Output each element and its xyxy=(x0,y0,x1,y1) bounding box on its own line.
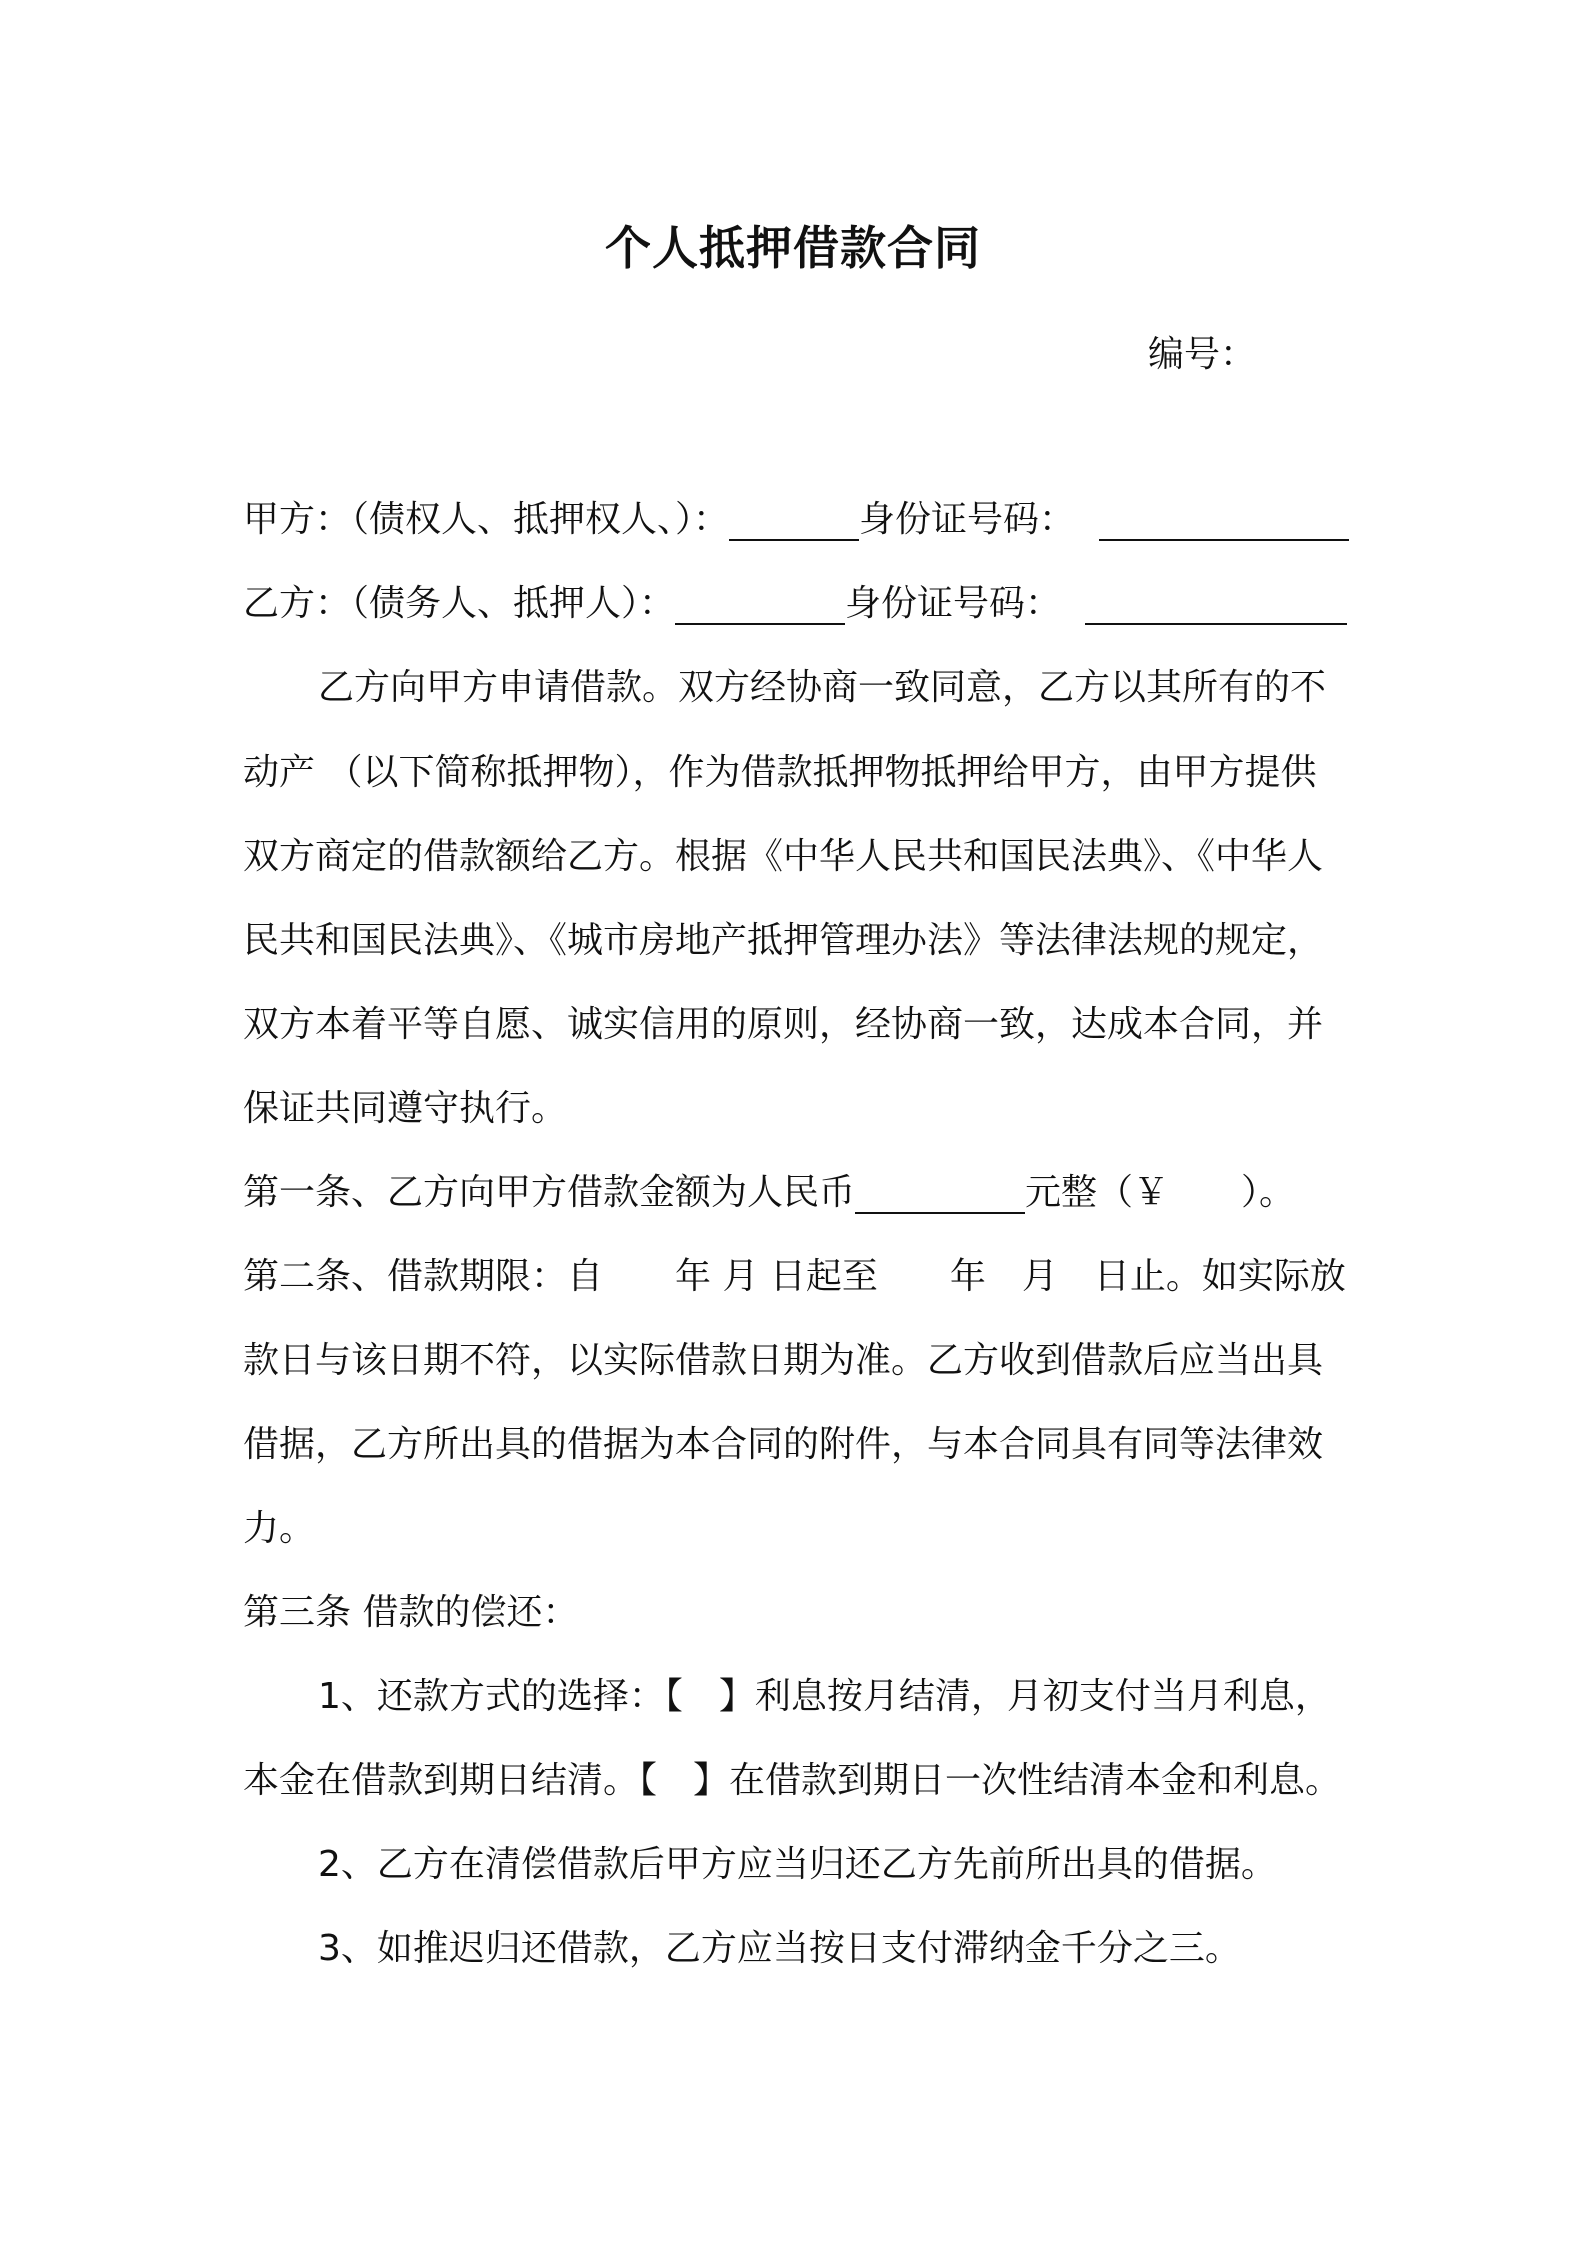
article-3-item-1-cont xyxy=(243,1756,1341,1806)
repayment-option-text: 1、还款方式的选择：【 xyxy=(318,1676,683,1717)
party-a-name-blank xyxy=(729,503,859,541)
preamble-line: 动产 （以下简称抵押物），作为借款抵押物抵押给甲方，由甲方提供 xyxy=(243,752,1317,793)
party-b-label: 乙方：（债务人、抵押人）： xyxy=(243,583,676,624)
article-3-item-1 xyxy=(318,1672,1331,1722)
article-1-text-after: 元整（￥ ）。 xyxy=(1025,1172,1296,1213)
article-3-item-2: 2、乙方在清偿借款后甲方应当归还乙方先前所出具的借据。 xyxy=(318,1844,1277,1885)
preamble-line: 保证共同遵守执行。 xyxy=(243,1088,568,1129)
party-b-id-label: 身份证号码： xyxy=(845,583,1062,624)
article-3-item-3: 3、如推迟归还借款，乙方应当按日支付滞纳金千分之三。 xyxy=(318,1928,1241,1969)
article-2-line: 力。 xyxy=(243,1508,316,1549)
party-a-label: 甲方：（债权人、抵押权人、）： xyxy=(243,499,730,540)
article-1-text-before: 第一条、乙方向甲方借款金额为人民币 xyxy=(243,1172,856,1213)
party-b-name-blank xyxy=(675,587,845,625)
party-b-line xyxy=(243,579,1347,629)
contract-number-label: 编号： xyxy=(1148,334,1257,375)
article-2-line: 款日与该日期不符，以实际借款日期为准。乙方收到借款后应当出具 xyxy=(243,1340,1324,1381)
article-2-line: 借据，乙方所出具的借据为本合同的附件，与本合同具有同等法律效 xyxy=(243,1424,1324,1465)
party-a-id-label: 身份证号码： xyxy=(859,499,1076,540)
party-a-id-blank xyxy=(1099,503,1349,541)
preamble-line: 双方本着平等自愿、诚实信用的原则，经协商一致，达成本合同，并 xyxy=(243,1004,1324,1045)
preamble-line: 双方商定的借款额给乙方。根据《中华人民共和国民法典》、《中华人 xyxy=(243,836,1324,877)
repayment-option-text: 】在借款到期日一次性结清本金和利息。 xyxy=(693,1760,1342,1801)
party-a-line xyxy=(243,495,1349,545)
article-3-heading: 第三条 借款的偿还： xyxy=(243,1592,579,1633)
repayment-option-text: 】利息按月结清，月初支付当月利息， xyxy=(718,1676,1331,1717)
party-b-id-blank xyxy=(1085,587,1347,625)
page-title: 个人抵押借款合同 xyxy=(605,221,981,275)
article-2-line: 第二条、借款期限：自 年 月 日起至 年 月 日止。如实际放 xyxy=(243,1256,1346,1297)
loan-amount-blank xyxy=(855,1176,1025,1214)
preamble-line: 乙方向甲方申请借款。双方经协商一致同意，乙方以其所有的不 xyxy=(318,667,1327,708)
article-1 xyxy=(243,1168,1295,1218)
repayment-option-text: 本金在借款到期日结清。【 xyxy=(243,1760,658,1801)
preamble-line: 民共和国民法典》、《城市房地产抵押管理办法》等法律法规的规定， xyxy=(243,920,1324,961)
